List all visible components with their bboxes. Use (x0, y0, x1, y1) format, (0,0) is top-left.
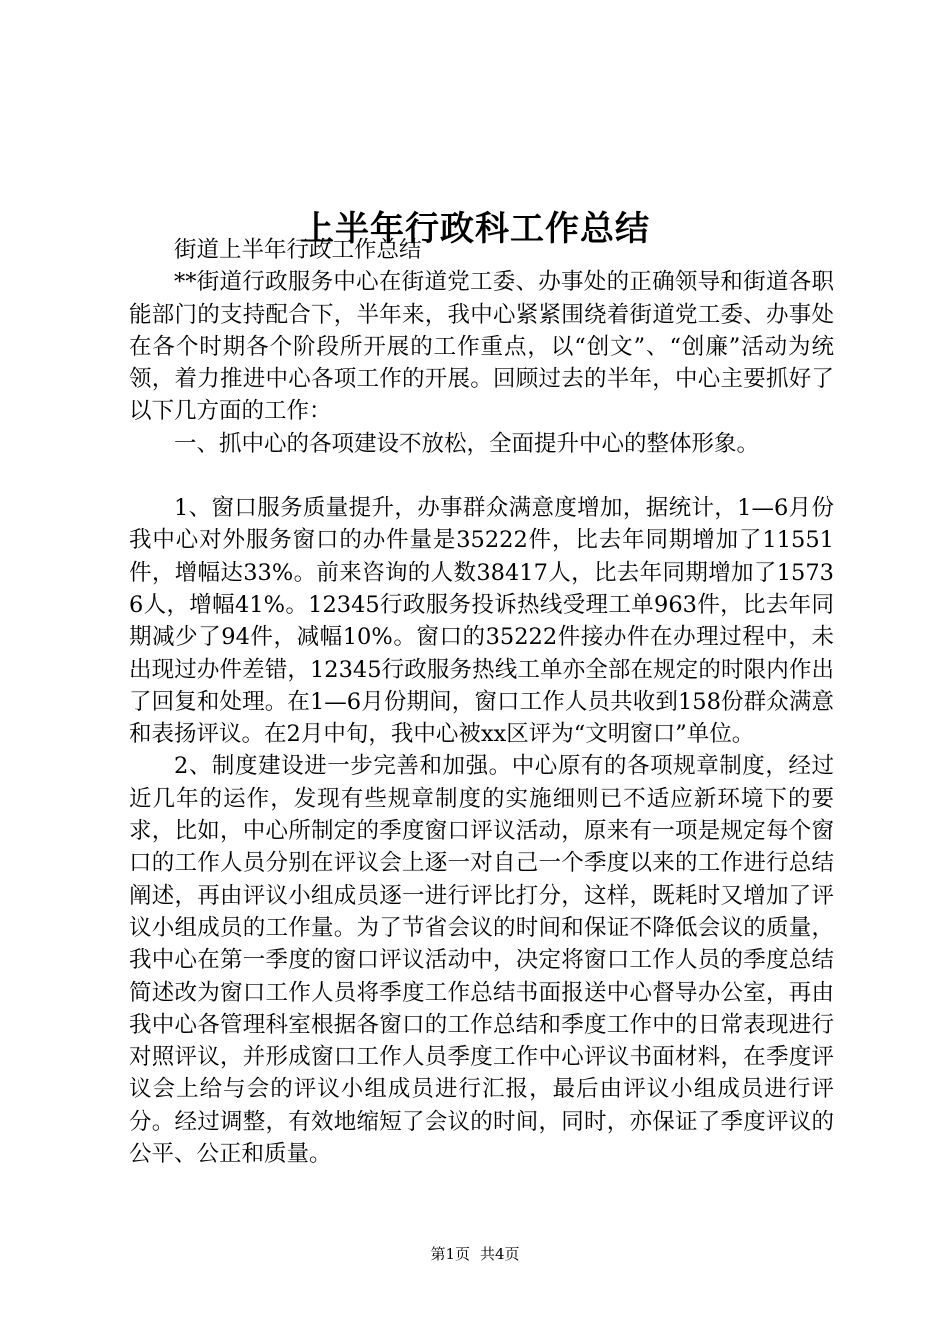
page-footer (0, 1244, 950, 1264)
item-2-paragraph: 2、制度建设进一步完善和加强。中心原有的各项规章制度，经过近几年的运作，发现有些规章制度的实施细则已不适应新环境下的要求，比如，中心所制定的季度窗口评议活动，原来有一项是规定每个窗口的工作人员分别在评议会上逐一对自己一个季度以来的工作进行总结阐述，再由评议小组成员逐一进行评比打分，这样，既耗时又增加了评议小组成员的工作量。为了节省会议的时间和保证不降低会议的质量，我中心在第一季度的窗口评议活动中，决定将窗口工作人员的季度总结简述改为窗口工作人员将季度工作总结书面报送中心督导办公室，再由我中心各管理科室根据各窗口的工作总结和季度工作中的日常表现进行对照评议，并形成窗口工作人员季度工作中心评议书面材料，在季度评议会上给与会的评议小组成员进行汇报，最后由评议小组成员进行评分。经过调整，有效地缩短了会议的时间，同时，亦保证了季度评议的公平、公正和质量。 (129, 753, 834, 1168)
document-title: 上半年行政科工作总结 (300, 208, 650, 249)
intro-paragraph: **街道行政服务中心在街道党工委、办事处的正确领导和街道各职能部门的支持配合下，半年来，我中心紧紧围绕着街道党工委、办事处在各个时期各个阶段所开展的工作重点，以“创文”、“创廉”活动为统领，着力推进中心各项工作的开展。回顾过去的半年，中心主要抓好了以下几方面的工作： (129, 269, 834, 425)
subtitle-paragraph: 街道上半年行政工作总结 (174, 237, 422, 263)
document-body (129, 234, 834, 1170)
section-heading-1: 一、抓中心的各项建设不放松，全面提升中心的整体形象。 (174, 430, 760, 457)
item-1-paragraph: 1、窗口服务质量提升，办事群众满意度增加，据统计，1—6月份我中心对外服务窗口的办件量是35222件，比去年同期增加了11551件，增幅达33%。前来咨询的人数38417人，比去年同期增加了15736人，增幅41%。12345行政服务投诉热线受理工单963件，比去年同期减少了94件，减幅10%。窗口的35222件接办件在办理过程中，未出现过办件差错，12345行政服务热线工单亦全部在规定的时限内作出了回复和处理。在1—6月份期间，窗口工作人员共收到158份群众满意和表扬评议。在2月中旬，我中心被xx区评为“文明窗口”单位。 (129, 495, 834, 748)
page-number: 第1页 (430, 1245, 470, 1263)
page-total: 共4页 (480, 1245, 520, 1263)
